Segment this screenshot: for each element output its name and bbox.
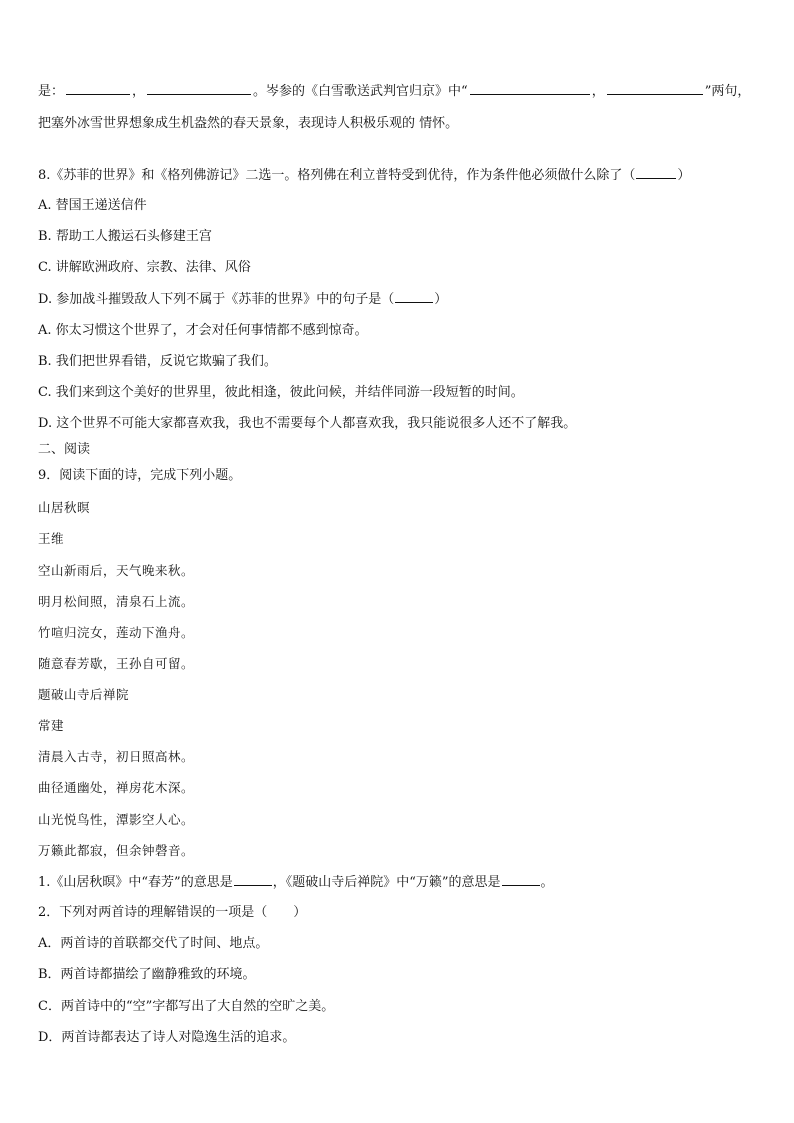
subq1-part3: 。 bbox=[540, 875, 554, 890]
answer-blank[interactable] bbox=[395, 290, 433, 303]
q7-comma-1: ， bbox=[132, 84, 146, 99]
subq2-stem: 2．下列对两首诗的理解错误的一项是（ ） bbox=[38, 905, 307, 920]
poem2-title: 题破山寺后禅院 bbox=[38, 687, 130, 702]
subq2-option-b: B．两首诗都描绘了幽静雅致的环境。 bbox=[38, 967, 256, 982]
q9-stem: 9．阅读下面的诗，完成下列小题。 bbox=[38, 468, 242, 483]
poem1-line: 明月松间照，清泉石上流。 bbox=[38, 594, 195, 609]
q7-mid: 。岑参的《白雪歌送武判官归京》中“ bbox=[253, 84, 468, 99]
answer-blank[interactable] bbox=[234, 873, 272, 886]
q8-option-d-close: ） bbox=[434, 292, 448, 307]
q8b-option-c: C. 我们来到这个美好的世界里，彼此相逢，彼此问候，并结伴同游一段短暂的时间。 bbox=[38, 385, 524, 400]
q7-comma-2: ， bbox=[591, 84, 605, 99]
poem1-title: 山居秋暝 bbox=[38, 500, 91, 515]
q8-option-d-text: D. 参加战斗摧毁敌人下列不属于《苏菲的世界》中的句子是（ bbox=[38, 292, 395, 307]
subq1-part1: 1.《山居秋暝》中“春芳”的意思是 bbox=[38, 875, 233, 890]
q8b-option-b: B. 我们把世界看错，反说它欺骗了我们。 bbox=[38, 354, 277, 369]
poem2-line: 清晨入古寺，初日照高林。 bbox=[38, 749, 195, 764]
answer-blank[interactable] bbox=[636, 166, 676, 179]
section-heading: 二、阅读 bbox=[38, 442, 91, 457]
q8-option-a: A. 替国王递送信件 bbox=[38, 198, 147, 213]
poem2-line: 曲径通幽处，禅房花木深。 bbox=[38, 780, 195, 795]
q8-option-b: B. 帮助工人搬运石头修建王宫 bbox=[38, 229, 212, 244]
poem1-author: 王维 bbox=[38, 531, 65, 546]
q8b-option-a: A. 你太习惯这个世界了，才会对任何事情都不感到惊奇。 bbox=[38, 323, 368, 338]
subq1-part2: ，《题破山寺后禅院》中“万籁”的意思是 bbox=[272, 875, 501, 890]
poem1-line: 竹喧归浣女，莲动下渔舟。 bbox=[38, 625, 195, 640]
q8-option-d bbox=[38, 290, 447, 309]
subq1 bbox=[38, 873, 554, 892]
q8-stem-text: 8.《苏菲的世界》和《格列佛游记》二选一。格列佛在利立普特受到优待，作为条件他必须做什么除了（ bbox=[38, 168, 636, 183]
poem2-line: 万籁此都寂，但余钟磬音。 bbox=[38, 843, 195, 858]
subq2-option-a: A．两首诗的首联都交代了时间、地点。 bbox=[38, 936, 269, 951]
q7-suffix: ”两句， bbox=[704, 84, 751, 99]
q8-option-c: C. 讲解欧洲政府、宗教、法律、风俗 bbox=[38, 260, 251, 275]
answer-blank[interactable] bbox=[502, 873, 540, 886]
subq2-option-c: C．两首诗中的“空”字都写出了大自然的空旷之美。 bbox=[38, 999, 335, 1014]
q8-stem-close: ） bbox=[677, 168, 691, 183]
poem2-author: 常建 bbox=[38, 718, 65, 733]
q8-stem bbox=[38, 166, 690, 185]
subq2-option-d: D．两首诗都表达了诗人对隐逸生活的追求。 bbox=[38, 1030, 296, 1045]
poem2-line: 山光悦鸟性，潭影空人心。 bbox=[38, 812, 195, 827]
poem1-line: 随意春芳歇，王孙自可留。 bbox=[38, 656, 195, 671]
answer-blank[interactable] bbox=[607, 82, 703, 95]
q7-prefix: 是： bbox=[38, 84, 65, 99]
poem1-line: 空山新雨后，天气晚来秋。 bbox=[38, 563, 195, 578]
answer-blank[interactable] bbox=[147, 82, 251, 95]
answer-blank[interactable] bbox=[66, 82, 130, 95]
answer-blank[interactable] bbox=[470, 82, 590, 95]
q8b-option-d: D. 这个世界不可能大家都喜欢我，我也不需要每个人都喜欢我，我只能说很多人还不了解我。 bbox=[38, 416, 577, 431]
q7-line-2: 把塞外冰雪世界想象成生机盎然的春天景象，表现诗人积极乐观的 情怀。 bbox=[38, 116, 459, 131]
q7-line-1 bbox=[38, 82, 750, 101]
